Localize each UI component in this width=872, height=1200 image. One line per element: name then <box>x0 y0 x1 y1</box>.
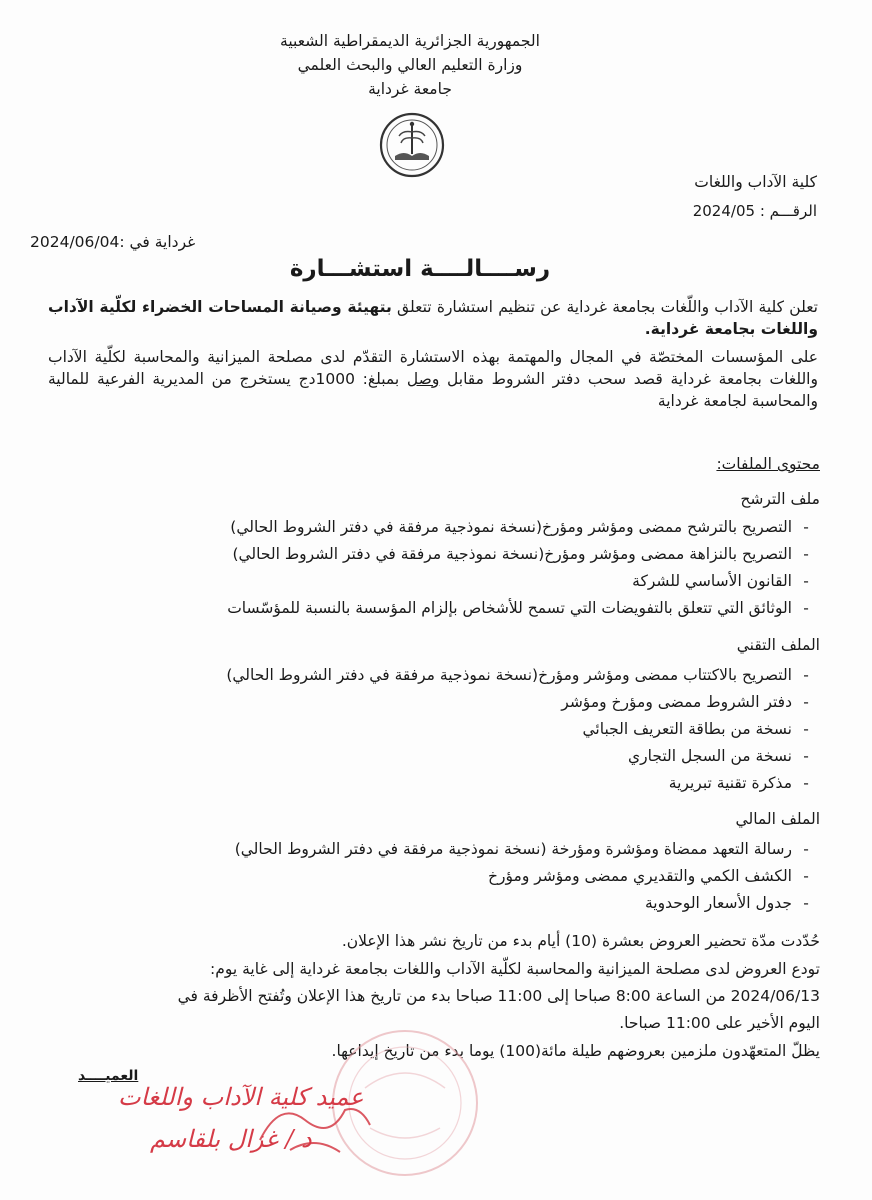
stamp-line-2: د / غزال بلقاسم <box>150 1125 312 1153</box>
footer-line-4: اليوم الأخير على 11:00 صباحا. <box>619 1014 820 1032</box>
ministry-name: وزارة التعليم العالي والبحث العلمي <box>297 56 523 74</box>
intro-subject: بتهيئة وصيانة المساحات الخضراء لكلّية الآداب واللغات بجامعة غرداية. <box>48 298 818 338</box>
list-item: -جدول الأسعار الوحدوية <box>644 894 809 912</box>
list-item-text: القانون الأساسي للشركة <box>632 572 792 590</box>
document-title: رســــالــــة استشـــارة <box>289 256 551 282</box>
list-item-text: دفتر الشروط ممضى ومؤرخ ومؤشر <box>561 693 792 711</box>
list-item-text: رسالة التعهد ممضاة ومؤشرة ومؤرخة (نسخة نموذجية مرفقة في دفتر الشروط الحالي) <box>234 840 792 858</box>
list-item: -مذكرة تقنية تبريرية <box>668 774 809 792</box>
files-heading <box>716 455 820 473</box>
footer-line-3: 2024/06/13 من الساعة 8:00 صباحا إلى 11:00 صباحا بدء من تاريخ هذا الإعلان وتُفتح الأظرفة في <box>177 987 820 1005</box>
republic-name: الجمهورية الجزائرية الديمقراطية الشعبية <box>280 32 540 50</box>
intro-paragraph <box>48 296 818 340</box>
list-item: -التصريح بالنزاهة ممضى ومؤشر ومؤرخ(نسخة نموذجية مرفقة في دفتر الشروط الحالي) <box>232 545 809 563</box>
section-title-candidacy: ملف الترشح <box>740 490 820 508</box>
list-item-text: نسخة من السجل التجاري <box>628 747 792 765</box>
place-date: غرداية في :2024/06/04 <box>30 233 196 251</box>
faculty-name: كلية الآداب واللغات <box>694 173 817 191</box>
list-item: -رسالة التعهد ممضاة ومؤشرة ومؤرخة (نسخة نموذجية مرفقة في دفتر الشروط الحالي) <box>234 840 809 858</box>
list-item: -الكشف الكمي والتقديري ممضى ومؤشر ومؤرخ <box>488 867 809 885</box>
list-item: -نسخة من بطاقة التعريف الجبائي <box>582 720 809 738</box>
instructions-text-2: بمبلغ: 1000دج يستخرج من المديرية الفرعية للمالية والمحاسبة لجامعة غرداية <box>48 370 818 410</box>
section-title-financial: الملف المالي <box>735 810 820 828</box>
list-item-text: الكشف الكمي والتقديري ممضى ومؤشر ومؤرخ <box>488 867 792 885</box>
instructions-paragraph <box>48 346 818 412</box>
section-title-technical: الملف التقني <box>736 636 820 654</box>
footer-line-2: تودع العروض لدى مصلحة الميزانية والمحاسبة لكلّية الآداب واللغات بجامعة غرداية إلى غاية يوم: <box>210 960 820 978</box>
footer-line-1: حُدّدت مدّة تحضير العروض بعشرة (10) أيام بدء من تاريخ نشر هذا الإعلان. <box>341 932 820 950</box>
files-heading-text: محتوى الملفات: <box>716 455 820 473</box>
list-item-text: التصريح بالترشح ممضى ومؤشر ومؤرخ(نسخة نموذجية مرفقة في دفتر الشروط الحالي) <box>230 518 792 536</box>
dean-label <box>78 1068 138 1084</box>
university-logo <box>379 112 445 178</box>
list-item-text: مذكرة تقنية تبريرية <box>668 774 792 792</box>
list-item: -نسخة من السجل التجاري <box>628 747 809 765</box>
handwritten-signature <box>250 1080 380 1170</box>
list-item-text: التصريح بالنزاهة ممضى ومؤشر ومؤرخ(نسخة نموذجية مرفقة في دفتر الشروط الحالي) <box>232 545 792 563</box>
list-item: -الوثائق التي تتعلق بالتفويضات التي تسمح للأشخاص بإلزام المؤسسة بالنسبة للمؤسّسات <box>227 599 809 617</box>
list-item: -دفتر الشروط ممضى ومؤرخ ومؤشر <box>561 693 809 711</box>
list-item-text: الوثائق التي تتعلق بالتفويضات التي تسمح للأشخاص بإلزام المؤسسة بالنسبة للمؤسّسات <box>227 599 792 617</box>
list-item-text: جدول الأسعار الوحدوية <box>644 894 792 912</box>
list-item: -التصريح بالترشح ممضى ومؤشر ومؤرخ(نسخة نموذجية مرفقة في دفتر الشروط الحالي) <box>230 518 809 536</box>
stamp-line-1: عميد كلية الآداب واللغات <box>118 1083 364 1111</box>
dean-label-text: العميــــد <box>78 1068 139 1084</box>
intro-text: تعلن كلية الآداب واللّغات بجامعة غرداية عن تنظيم استشارة تتعلق <box>391 298 818 316</box>
list-item-text: نسخة من بطاقة التعريف الجبائي <box>582 720 792 738</box>
list-item: -التصريح بالاكتتاب ممضى ومؤشر ومؤرخ(نسخة نموذجية مرفقة في دفتر الشروط الحالي) <box>226 666 809 684</box>
university-name: جامعة غرداية <box>368 80 452 98</box>
instructions-text-1: على المؤسسات المختصّة في المجال والمهتمة بهذه الاستشارة التقدّم لدى مصلحة الميزانية والمحاسبة لكلّية الآداب واللغات بجامعة غرداية قصد سحب دفتر الشروط مقابل <box>48 348 818 388</box>
list-item: -القانون الأساسي للشركة <box>632 572 809 590</box>
instructions-receipt: وصل <box>406 370 440 388</box>
list-item-text: التصريح بالاكتتاب ممضى ومؤشر ومؤرخ(نسخة نموذجية مرفقة في دفتر الشروط الحالي) <box>226 666 792 684</box>
footer-line-5: يظلّ المتعهّدون ملزمين بعروضهم طيلة مائة(100) يوما بدء من تاريخ إيداعها. <box>331 1042 820 1060</box>
reference-number: الرقـــم : 2024/05 <box>692 202 817 220</box>
